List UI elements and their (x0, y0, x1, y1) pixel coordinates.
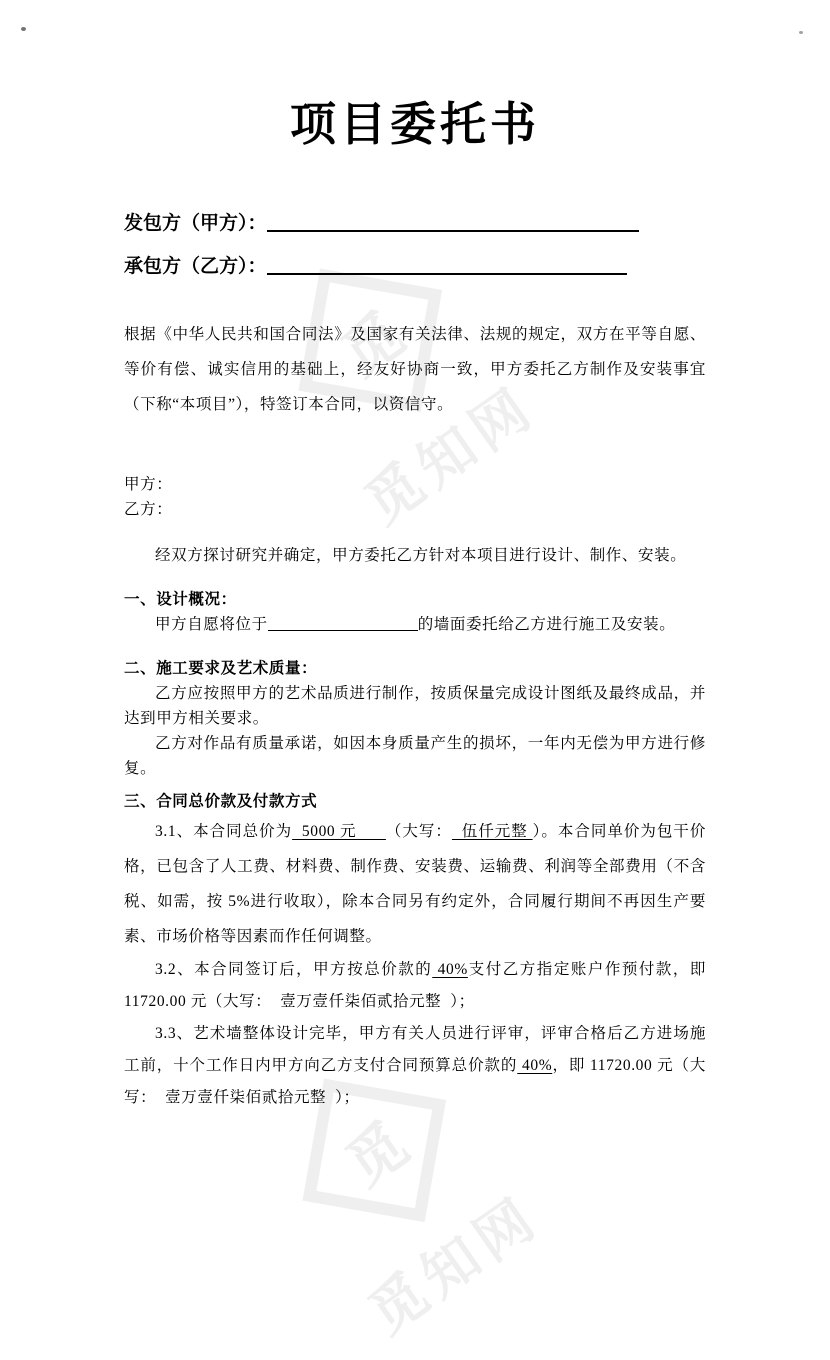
section2-paragraph-1: 乙方应按照甲方的艺术品质进行制作，按质保量完成设计图纸及最终成品，并达到甲方相关要求。 (124, 685, 706, 728)
watermark-logo-char: 觅 (331, 301, 416, 389)
section3-heading: 三、合同总价款及付款方式 (124, 793, 318, 811)
clause-3-2-post: 支付乙方指定账户作预付款，即11720.00 元（大写： 壹万壹仟柒佰贰拾元整 ）； (124, 961, 707, 1011)
clause-3-3 (124, 1018, 706, 1114)
party-a-label: 发包方（甲方）： (124, 213, 267, 235)
progress-payment-percent: 40% (517, 1057, 553, 1075)
watermark-text: 觅知网 (358, 1185, 552, 1347)
section1-pre: 甲方自愿将位于 (155, 616, 268, 634)
section2-paragraph-2: 乙方对作品有质量承诺，如因本身质量产生的损坏，一年内无偿为甲方进行修复。 (124, 735, 706, 778)
clause-3-1-mid: （大写： (385, 823, 452, 841)
section2-heading: 二、施工要求及艺术质量： (124, 660, 318, 678)
clause-3-3-pre: 3.3、艺术墙整体设计完毕，甲方有关人员进行评审，评审合格后乙方进场施工前，十个工作日内甲方向乙方支付合同预算总价款的 (124, 1025, 706, 1075)
clause-3-1-post: ）。本合同单价为包干价格，已包含了人工费、材料费、制作费、安装费、运输费、利润等全部费用（不含税、如需，按 5%进行收取），除本合同另有约定外，合同履行期间不再因生产要素、市场价格等因素而作任何调整。 (124, 823, 706, 946)
section1-line (124, 612, 706, 637)
total-price-value: 5000 元 (292, 823, 386, 841)
clause-3-1 (124, 814, 706, 954)
watermark-text: 觅知网 (354, 375, 548, 537)
clause-3-2 (124, 954, 706, 1018)
party-a-short: 甲方： (124, 476, 173, 494)
intro-paragraph: 根据《中华人民共和国合同法》及国家有关法律、法规的规定，双方在平等自愿、等价有偿、诚实信用的基础上，经友好协商一致，甲方委托乙方制作及安装事宜（下称“本项目”），特签订本合同，以资信守。 (124, 326, 706, 414)
clause-3-1-pre: 3.1、本合同总价为 (155, 823, 293, 841)
total-price-capital: 伍仟元整 (451, 823, 533, 841)
document-title: 项目委托书 (290, 99, 540, 150)
confirm-paragraph: 经双方探讨研究并确定，甲方委托乙方针对本项目进行设计、制作、安装。 (155, 547, 687, 565)
scan-speck (799, 31, 803, 34)
location-blank (268, 615, 418, 632)
party-b-label: 承包方（乙方）： (124, 256, 267, 278)
section1-post: 的墙面委托给乙方进行施工及安装。 (417, 616, 676, 634)
scan-speck (21, 27, 26, 31)
clause-3-2-pre: 3.2、本合同签订后，甲方按总价款的 (155, 961, 433, 979)
section1-heading: 一、设计概况： (124, 591, 237, 609)
party-b-short: 乙方： (124, 501, 173, 519)
watermark-logo-char: 觅 (335, 1111, 420, 1199)
party-b-blank (267, 254, 627, 275)
party-short-block (124, 472, 706, 522)
party-a-blank (267, 211, 639, 232)
prepayment-percent: 40% (432, 961, 468, 979)
party-a-line (124, 210, 706, 238)
clause-3-3-mid: ，即 11720.00 元 (552, 1057, 674, 1075)
clause-3-3-post: （大写： 壹万壹仟柒佰贰拾元整 ）； (124, 1057, 707, 1107)
party-b-line (124, 253, 706, 281)
